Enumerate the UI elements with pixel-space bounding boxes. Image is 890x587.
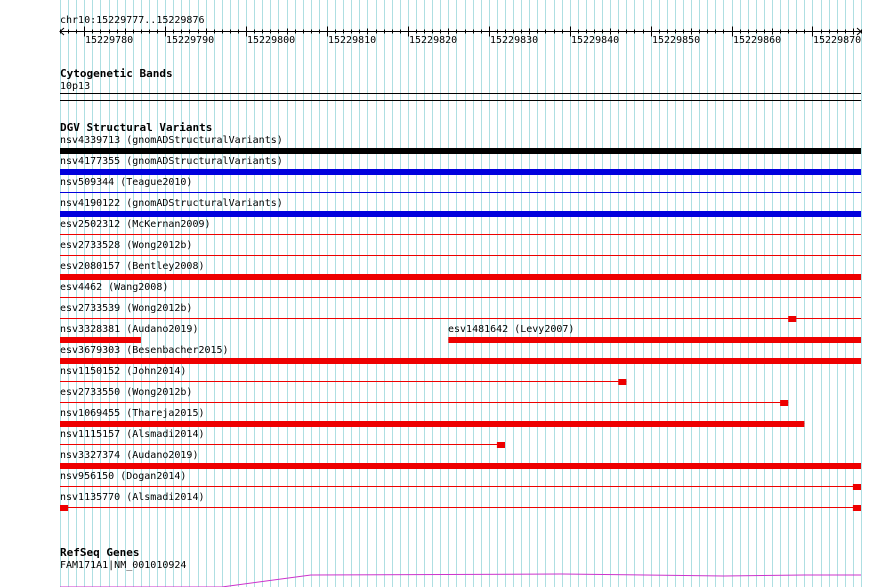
ruler-tick-label: 15229860 bbox=[733, 35, 782, 46]
sv-feature-bar bbox=[60, 505, 68, 511]
sv-feature-label[interactable]: esv2080157 (Bentley2008) bbox=[60, 261, 205, 272]
sv-feature-bar bbox=[60, 148, 861, 154]
sv-feature-label[interactable]: esv4462 (Wang2008) bbox=[60, 282, 169, 293]
sv-feature-label[interactable]: nsv956150 (Dogan2014) bbox=[60, 471, 187, 482]
sv-feature-bar bbox=[60, 211, 861, 217]
sv-feature-label[interactable]: nsv509344 (Teague2010) bbox=[60, 177, 193, 188]
ruler-tick-label: 15229780 bbox=[85, 35, 134, 46]
ruler-tick-label: 15229850 bbox=[652, 35, 701, 46]
sv-feature-bar bbox=[853, 484, 861, 490]
sv-feature-bar bbox=[618, 379, 626, 385]
sv-feature-bar bbox=[448, 337, 861, 343]
dgv-track-title: DGV Structural Variants bbox=[60, 121, 213, 134]
region-label: chr10:15229777..15229876 bbox=[60, 15, 205, 26]
refseq-track-title: RefSeq Genes bbox=[60, 546, 140, 559]
ruler-tick-label: 15229800 bbox=[247, 35, 296, 46]
sv-feature-label[interactable]: nsv4177355 (gnomADStructuralVariants) bbox=[60, 156, 283, 167]
sv-feature-label[interactable]: nsv4339713 (gnomADStructuralVariants) bbox=[60, 135, 283, 146]
sv-feature-label[interactable]: nsv1115157 (Alsmadi2014) bbox=[60, 429, 205, 440]
sv-feature-bar bbox=[780, 400, 788, 406]
sv-feature-label[interactable]: nsv4190122 (gnomADStructuralVariants) bbox=[60, 198, 283, 209]
ruler-tick-label: 15229790 bbox=[166, 35, 215, 46]
sv-feature-label[interactable]: esv2733539 (Wong2012b) bbox=[60, 303, 193, 314]
cytoband-track-title: Cytogenetic Bands bbox=[60, 67, 173, 80]
sv-feature-label[interactable]: esv2502312 (McKernan2009) bbox=[60, 219, 211, 230]
cytoband-label: 10p13 bbox=[60, 81, 91, 92]
sv-feature-bar bbox=[853, 505, 861, 511]
sv-feature-label[interactable]: esv2733528 (Wong2012b) bbox=[60, 240, 193, 251]
refseq-gene-label[interactable]: FAM171A1|NM_001010924 bbox=[60, 560, 187, 571]
sv-feature-label[interactable]: nsv1150152 (John2014) bbox=[60, 366, 187, 377]
ruler-tick-label: 15229840 bbox=[571, 35, 620, 46]
sv-feature-label[interactable]: esv2733550 (Wong2012b) bbox=[60, 387, 193, 398]
sv-feature-bar bbox=[60, 463, 861, 469]
sv-feature-label[interactable]: esv1481642 (Levy2007) bbox=[448, 324, 575, 335]
ruler-tick-label: 15229820 bbox=[409, 35, 458, 46]
sv-feature-bar bbox=[788, 316, 796, 322]
sv-feature-label[interactable]: esv3679303 (Besenbacher2015) bbox=[60, 345, 229, 356]
sv-feature-label[interactable]: nsv3327374 (Audano2019) bbox=[60, 450, 199, 461]
sv-feature-bar bbox=[60, 358, 861, 364]
ruler-tick-label: 15229870 bbox=[813, 35, 862, 46]
sv-feature-bar bbox=[60, 274, 861, 280]
sv-feature-bar bbox=[60, 421, 804, 427]
sv-feature-label[interactable]: nsv1135770 (Alsmadi2014) bbox=[60, 492, 205, 503]
sv-feature-bar bbox=[497, 442, 505, 448]
sv-feature-bar bbox=[60, 169, 861, 175]
sv-feature-label[interactable]: nsv1069455 (Thareja2015) bbox=[60, 408, 205, 419]
sv-feature-bar bbox=[60, 337, 141, 343]
sv-feature-label[interactable]: nsv3328381 (Audano2019) bbox=[60, 324, 199, 335]
ruler-tick-label: 15229830 bbox=[490, 35, 539, 46]
ruler-tick-label: 15229810 bbox=[328, 35, 377, 46]
